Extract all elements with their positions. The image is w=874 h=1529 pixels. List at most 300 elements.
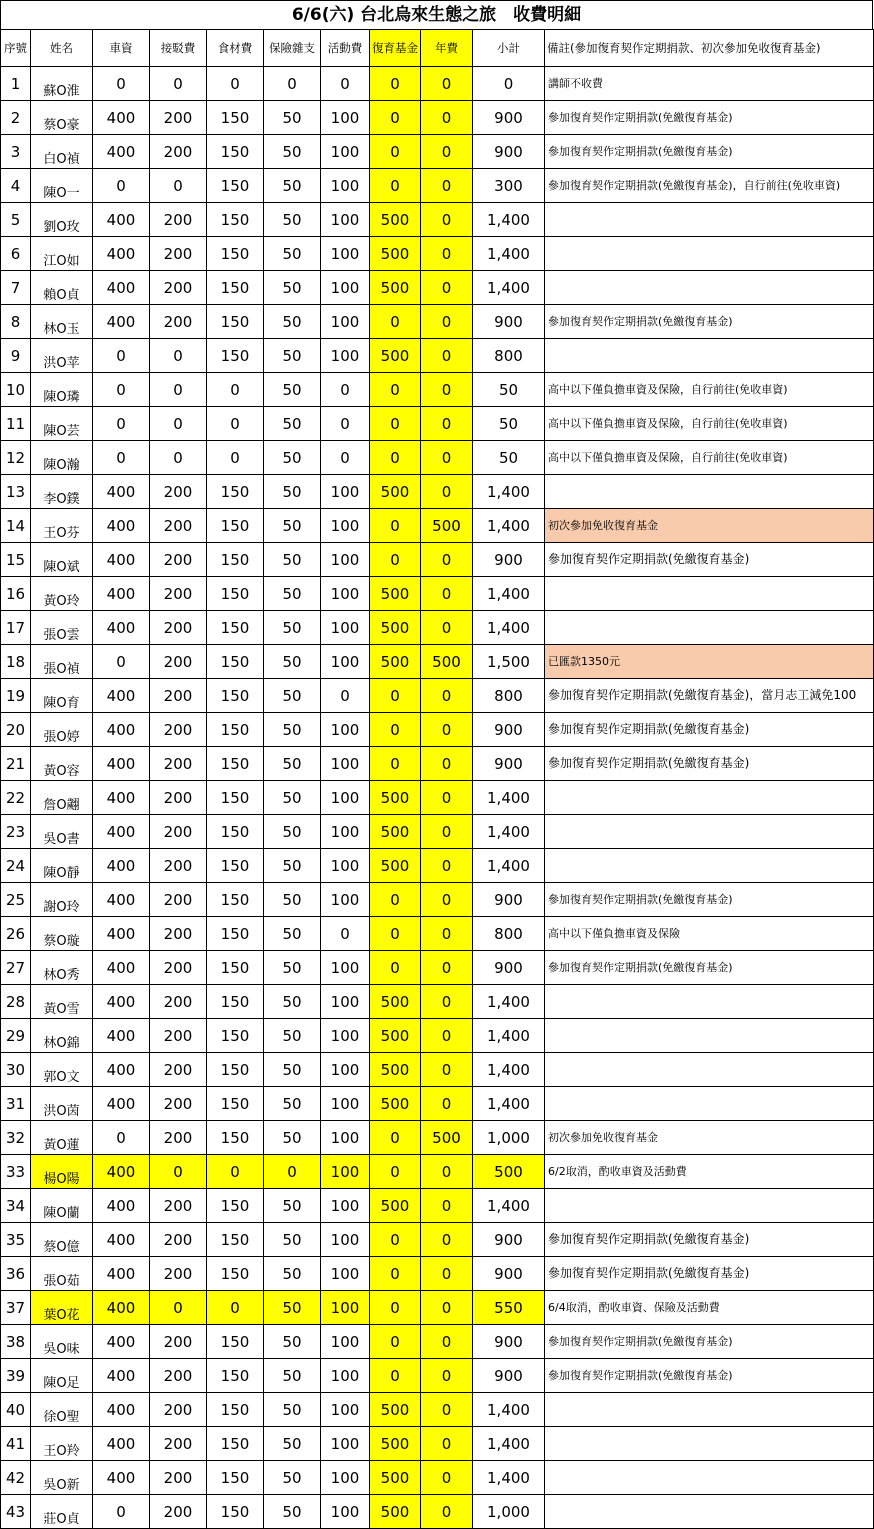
car-fee-cell: 400 bbox=[93, 305, 150, 339]
annual-fee-cell: 0 bbox=[421, 305, 473, 339]
insurance-fee-cell: 50 bbox=[264, 849, 321, 883]
shuttle-fee-cell: 200 bbox=[150, 1427, 207, 1461]
shuttle-fee-cell: 200 bbox=[150, 271, 207, 305]
activity-fee-cell: 100 bbox=[321, 237, 370, 271]
food-fee-cell: 0 bbox=[207, 373, 264, 407]
activity-fee-cell: 100 bbox=[321, 169, 370, 203]
name-cell: 郭O文 bbox=[31, 1053, 93, 1087]
activity-fee-cell: 100 bbox=[321, 101, 370, 135]
table-row bbox=[1, 1461, 874, 1495]
activity-fee-cell: 0 bbox=[321, 373, 370, 407]
fund-cell: 0 bbox=[370, 509, 421, 543]
insurance-fee-cell: 50 bbox=[264, 543, 321, 577]
activity-fee-cell: 100 bbox=[321, 985, 370, 1019]
car-fee-cell: 0 bbox=[93, 645, 150, 679]
table-row bbox=[1, 305, 874, 339]
insurance-fee-cell: 50 bbox=[264, 1291, 321, 1325]
subtotal-cell: 800 bbox=[473, 339, 545, 373]
subtotal-cell: 1,500 bbox=[473, 645, 545, 679]
food-fee-cell: 150 bbox=[207, 645, 264, 679]
seq-cell: 12 bbox=[1, 441, 31, 475]
car-fee-cell: 400 bbox=[93, 237, 150, 271]
subtotal-cell: 900 bbox=[473, 1325, 545, 1359]
name-cell: 江O如 bbox=[31, 237, 93, 271]
seq-cell: 37 bbox=[1, 1291, 31, 1325]
activity-fee-cell: 100 bbox=[321, 1019, 370, 1053]
subtotal-cell: 1,400 bbox=[473, 1461, 545, 1495]
fund-cell: 500 bbox=[370, 849, 421, 883]
shuttle-fee-cell: 200 bbox=[150, 509, 207, 543]
annual-fee-cell: 0 bbox=[421, 1155, 473, 1189]
name-cell: 陳O一 bbox=[31, 169, 93, 203]
annual-fee-cell: 0 bbox=[421, 951, 473, 985]
insurance-fee-cell: 50 bbox=[264, 883, 321, 917]
car-fee-cell: 400 bbox=[93, 475, 150, 509]
annual-fee-cell: 0 bbox=[421, 237, 473, 271]
name-cell: 林O玉 bbox=[31, 305, 93, 339]
name-cell: 白O禎 bbox=[31, 135, 93, 169]
annual-fee-cell: 0 bbox=[421, 815, 473, 849]
header-car: 車資 bbox=[93, 30, 150, 67]
fund-cell: 0 bbox=[370, 1359, 421, 1393]
shuttle-fee-cell: 0 bbox=[150, 339, 207, 373]
food-fee-cell: 150 bbox=[207, 611, 264, 645]
insurance-fee-cell: 50 bbox=[264, 1223, 321, 1257]
subtotal-cell: 1,400 bbox=[473, 271, 545, 305]
header-row bbox=[1, 30, 874, 67]
shuttle-fee-cell: 200 bbox=[150, 951, 207, 985]
car-fee-cell: 400 bbox=[93, 917, 150, 951]
insurance-fee-cell: 50 bbox=[264, 1495, 321, 1529]
insurance-fee-cell: 50 bbox=[264, 713, 321, 747]
activity-fee-cell: 0 bbox=[321, 441, 370, 475]
fund-cell: 500 bbox=[370, 1189, 421, 1223]
note-cell bbox=[545, 849, 874, 883]
food-fee-cell: 150 bbox=[207, 679, 264, 713]
table-row bbox=[1, 509, 874, 543]
subtotal-cell: 300 bbox=[473, 169, 545, 203]
activity-fee-cell: 100 bbox=[321, 1495, 370, 1529]
seq-cell: 33 bbox=[1, 1155, 31, 1189]
insurance-fee-cell: 50 bbox=[264, 1087, 321, 1121]
note-cell bbox=[545, 203, 874, 237]
seq-cell: 40 bbox=[1, 1393, 31, 1427]
name-cell: 陳O蘭 bbox=[31, 1189, 93, 1223]
insurance-fee-cell: 0 bbox=[264, 67, 321, 101]
note-cell: 參加復育契作定期捐款(免繳復育基金) bbox=[545, 747, 874, 781]
annual-fee-cell: 0 bbox=[421, 577, 473, 611]
table-row bbox=[1, 951, 874, 985]
seq-cell: 43 bbox=[1, 1495, 31, 1529]
insurance-fee-cell: 50 bbox=[264, 1257, 321, 1291]
car-fee-cell: 400 bbox=[93, 985, 150, 1019]
car-fee-cell: 400 bbox=[93, 135, 150, 169]
food-fee-cell: 150 bbox=[207, 849, 264, 883]
fund-cell: 0 bbox=[370, 1291, 421, 1325]
fund-cell: 0 bbox=[370, 747, 421, 781]
name-cell: 陳O璘 bbox=[31, 373, 93, 407]
note-cell: 高中以下僅負擔車資及保險，自行前往(免收車資) bbox=[545, 373, 874, 407]
subtotal-cell: 1,400 bbox=[473, 1393, 545, 1427]
note-cell: 參加復育契作定期捐款(免繳復育基金) bbox=[545, 543, 874, 577]
annual-fee-cell: 0 bbox=[421, 1427, 473, 1461]
note-cell: 高中以下僅負擔車資及保險 bbox=[545, 917, 874, 951]
activity-fee-cell: 100 bbox=[321, 1053, 370, 1087]
note-cell: 參加復育契作定期捐款(免繳復育基金) bbox=[545, 101, 874, 135]
annual-fee-cell: 0 bbox=[421, 1223, 473, 1257]
note-cell bbox=[545, 1087, 874, 1121]
shuttle-fee-cell: 200 bbox=[150, 305, 207, 339]
name-cell: 吳O味 bbox=[31, 1325, 93, 1359]
annual-fee-cell: 500 bbox=[421, 1121, 473, 1155]
car-fee-cell: 400 bbox=[93, 1461, 150, 1495]
food-fee-cell: 150 bbox=[207, 781, 264, 815]
food-fee-cell: 150 bbox=[207, 815, 264, 849]
shuttle-fee-cell: 200 bbox=[150, 713, 207, 747]
note-cell: 初次參加免收復育基金 bbox=[545, 509, 874, 543]
annual-fee-cell: 0 bbox=[421, 1019, 473, 1053]
annual-fee-cell: 0 bbox=[421, 203, 473, 237]
car-fee-cell: 0 bbox=[93, 1495, 150, 1529]
car-fee-cell: 400 bbox=[93, 815, 150, 849]
car-fee-cell: 400 bbox=[93, 1053, 150, 1087]
car-fee-cell: 0 bbox=[93, 1121, 150, 1155]
subtotal-cell: 900 bbox=[473, 1257, 545, 1291]
name-cell: 黃O蓮 bbox=[31, 1121, 93, 1155]
subtotal-cell: 1,400 bbox=[473, 475, 545, 509]
table-row bbox=[1, 1257, 874, 1291]
shuttle-fee-cell: 200 bbox=[150, 1461, 207, 1495]
car-fee-cell: 0 bbox=[93, 407, 150, 441]
seq-cell: 39 bbox=[1, 1359, 31, 1393]
subtotal-cell: 900 bbox=[473, 305, 545, 339]
shuttle-fee-cell: 0 bbox=[150, 67, 207, 101]
insurance-fee-cell: 50 bbox=[264, 339, 321, 373]
annual-fee-cell: 0 bbox=[421, 1495, 473, 1529]
note-cell bbox=[545, 611, 874, 645]
food-fee-cell: 150 bbox=[207, 475, 264, 509]
activity-fee-cell: 100 bbox=[321, 883, 370, 917]
table-row bbox=[1, 985, 874, 1019]
food-fee-cell: 150 bbox=[207, 135, 264, 169]
food-fee-cell: 0 bbox=[207, 1291, 264, 1325]
shuttle-fee-cell: 200 bbox=[150, 1393, 207, 1427]
food-fee-cell: 150 bbox=[207, 237, 264, 271]
insurance-fee-cell: 50 bbox=[264, 815, 321, 849]
food-fee-cell: 150 bbox=[207, 951, 264, 985]
name-cell: 張O婷 bbox=[31, 713, 93, 747]
note-cell: 參加復育契作定期捐款(免繳復育基金) bbox=[545, 1223, 874, 1257]
shuttle-fee-cell: 200 bbox=[150, 203, 207, 237]
insurance-fee-cell: 50 bbox=[264, 169, 321, 203]
food-fee-cell: 150 bbox=[207, 1257, 264, 1291]
annual-fee-cell: 0 bbox=[421, 407, 473, 441]
car-fee-cell: 400 bbox=[93, 1291, 150, 1325]
table-row bbox=[1, 849, 874, 883]
car-fee-cell: 400 bbox=[93, 883, 150, 917]
subtotal-cell: 900 bbox=[473, 747, 545, 781]
subtotal-cell: 900 bbox=[473, 135, 545, 169]
fund-cell: 0 bbox=[370, 917, 421, 951]
fund-cell: 500 bbox=[370, 1461, 421, 1495]
table-row bbox=[1, 203, 874, 237]
car-fee-cell: 400 bbox=[93, 509, 150, 543]
subtotal-cell: 1,400 bbox=[473, 1087, 545, 1121]
fund-cell: 0 bbox=[370, 305, 421, 339]
fee-table bbox=[0, 29, 874, 1529]
table-row bbox=[1, 1189, 874, 1223]
note-cell: 參加復育契作定期捐款(免繳復育基金)，自行前往(免收車資) bbox=[545, 169, 874, 203]
shuttle-fee-cell: 0 bbox=[150, 1155, 207, 1189]
fund-cell: 500 bbox=[370, 1393, 421, 1427]
annual-fee-cell: 0 bbox=[421, 1087, 473, 1121]
table-row bbox=[1, 713, 874, 747]
car-fee-cell: 400 bbox=[93, 781, 150, 815]
name-cell: 詹O翽 bbox=[31, 781, 93, 815]
shuttle-fee-cell: 200 bbox=[150, 747, 207, 781]
food-fee-cell: 150 bbox=[207, 1393, 264, 1427]
header-name: 姓名 bbox=[31, 30, 93, 67]
note-cell bbox=[545, 985, 874, 1019]
subtotal-cell: 800 bbox=[473, 679, 545, 713]
table-row bbox=[1, 373, 874, 407]
note-cell: 講師不收費 bbox=[545, 67, 874, 101]
subtotal-cell: 1,400 bbox=[473, 611, 545, 645]
annual-fee-cell: 0 bbox=[421, 747, 473, 781]
note-cell: 參加復育契作定期捐款(免繳復育基金) bbox=[545, 1359, 874, 1393]
activity-fee-cell: 0 bbox=[321, 679, 370, 713]
car-fee-cell: 400 bbox=[93, 679, 150, 713]
note-cell bbox=[545, 1461, 874, 1495]
seq-cell: 18 bbox=[1, 645, 31, 679]
fund-cell: 500 bbox=[370, 271, 421, 305]
table-row bbox=[1, 815, 874, 849]
shuttle-fee-cell: 0 bbox=[150, 169, 207, 203]
name-cell: 賴O貞 bbox=[31, 271, 93, 305]
car-fee-cell: 400 bbox=[93, 1393, 150, 1427]
car-fee-cell: 400 bbox=[93, 203, 150, 237]
subtotal-cell: 0 bbox=[473, 67, 545, 101]
seq-cell: 36 bbox=[1, 1257, 31, 1291]
subtotal-cell: 1,400 bbox=[473, 1053, 545, 1087]
sheet-title: 6/6(六) 台北烏來生態之旅 收費明細 bbox=[0, 0, 873, 29]
annual-fee-cell: 0 bbox=[421, 1291, 473, 1325]
subtotal-cell: 1,400 bbox=[473, 781, 545, 815]
car-fee-cell: 0 bbox=[93, 373, 150, 407]
shuttle-fee-cell: 200 bbox=[150, 679, 207, 713]
subtotal-cell: 1,400 bbox=[473, 203, 545, 237]
car-fee-cell: 400 bbox=[93, 101, 150, 135]
seq-cell: 1 bbox=[1, 67, 31, 101]
name-cell: 陳O瀚 bbox=[31, 441, 93, 475]
note-cell bbox=[545, 781, 874, 815]
seq-cell: 10 bbox=[1, 373, 31, 407]
insurance-fee-cell: 50 bbox=[264, 271, 321, 305]
insurance-fee-cell: 50 bbox=[264, 407, 321, 441]
insurance-fee-cell: 50 bbox=[264, 441, 321, 475]
subtotal-cell: 900 bbox=[473, 951, 545, 985]
subtotal-cell: 900 bbox=[473, 883, 545, 917]
seq-cell: 35 bbox=[1, 1223, 31, 1257]
shuttle-fee-cell: 200 bbox=[150, 1257, 207, 1291]
food-fee-cell: 150 bbox=[207, 1325, 264, 1359]
car-fee-cell: 400 bbox=[93, 611, 150, 645]
subtotal-cell: 900 bbox=[473, 543, 545, 577]
seq-cell: 28 bbox=[1, 985, 31, 1019]
header-insurance: 保險雜支 bbox=[264, 30, 321, 67]
food-fee-cell: 150 bbox=[207, 577, 264, 611]
food-fee-cell: 150 bbox=[207, 985, 264, 1019]
annual-fee-cell: 0 bbox=[421, 1393, 473, 1427]
food-fee-cell: 150 bbox=[207, 305, 264, 339]
seq-cell: 26 bbox=[1, 917, 31, 951]
activity-fee-cell: 100 bbox=[321, 781, 370, 815]
table-row bbox=[1, 67, 874, 101]
food-fee-cell: 150 bbox=[207, 203, 264, 237]
header-subtotal: 小計 bbox=[473, 30, 545, 67]
annual-fee-cell: 0 bbox=[421, 1257, 473, 1291]
name-cell: 林O錦 bbox=[31, 1019, 93, 1053]
seq-cell: 41 bbox=[1, 1427, 31, 1461]
name-cell: 謝O玲 bbox=[31, 883, 93, 917]
fund-cell: 0 bbox=[370, 101, 421, 135]
name-cell: 蔡O璇 bbox=[31, 917, 93, 951]
activity-fee-cell: 100 bbox=[321, 509, 370, 543]
food-fee-cell: 0 bbox=[207, 67, 264, 101]
table-row bbox=[1, 271, 874, 305]
car-fee-cell: 400 bbox=[93, 1359, 150, 1393]
note-cell: 參加復育契作定期捐款(免繳復育基金) bbox=[545, 713, 874, 747]
subtotal-cell: 900 bbox=[473, 1359, 545, 1393]
seq-cell: 23 bbox=[1, 815, 31, 849]
fund-cell: 0 bbox=[370, 951, 421, 985]
car-fee-cell: 0 bbox=[93, 169, 150, 203]
food-fee-cell: 150 bbox=[207, 543, 264, 577]
fund-cell: 0 bbox=[370, 679, 421, 713]
table-row bbox=[1, 543, 874, 577]
activity-fee-cell: 100 bbox=[321, 271, 370, 305]
shuttle-fee-cell: 0 bbox=[150, 407, 207, 441]
seq-cell: 34 bbox=[1, 1189, 31, 1223]
annual-fee-cell: 0 bbox=[421, 1461, 473, 1495]
table-row bbox=[1, 407, 874, 441]
subtotal-cell: 900 bbox=[473, 713, 545, 747]
note-cell bbox=[545, 1393, 874, 1427]
table-row bbox=[1, 1223, 874, 1257]
insurance-fee-cell: 0 bbox=[264, 1155, 321, 1189]
seq-cell: 9 bbox=[1, 339, 31, 373]
name-cell: 莊O貞 bbox=[31, 1495, 93, 1529]
table-row bbox=[1, 1495, 874, 1529]
activity-fee-cell: 100 bbox=[321, 543, 370, 577]
annual-fee-cell: 0 bbox=[421, 441, 473, 475]
food-fee-cell: 150 bbox=[207, 271, 264, 305]
shuttle-fee-cell: 0 bbox=[150, 373, 207, 407]
activity-fee-cell: 100 bbox=[321, 1325, 370, 1359]
subtotal-cell: 1,400 bbox=[473, 1189, 545, 1223]
shuttle-fee-cell: 200 bbox=[150, 781, 207, 815]
name-cell: 林O秀 bbox=[31, 951, 93, 985]
table-row bbox=[1, 1427, 874, 1461]
shuttle-fee-cell: 200 bbox=[150, 1053, 207, 1087]
note-cell: 參加復育契作定期捐款(免繳復育基金) bbox=[545, 1325, 874, 1359]
insurance-fee-cell: 50 bbox=[264, 1189, 321, 1223]
insurance-fee-cell: 50 bbox=[264, 135, 321, 169]
activity-fee-cell: 100 bbox=[321, 1257, 370, 1291]
name-cell: 王O羚 bbox=[31, 1427, 93, 1461]
car-fee-cell: 400 bbox=[93, 951, 150, 985]
fund-cell: 500 bbox=[370, 203, 421, 237]
note-cell: 初次參加免收復育基金 bbox=[545, 1121, 874, 1155]
note-cell bbox=[545, 271, 874, 305]
fund-cell: 0 bbox=[370, 883, 421, 917]
seq-cell: 19 bbox=[1, 679, 31, 713]
seq-cell: 6 bbox=[1, 237, 31, 271]
header-fund: 復育基金 bbox=[370, 30, 421, 67]
seq-cell: 3 bbox=[1, 135, 31, 169]
name-cell: 張O雲 bbox=[31, 611, 93, 645]
name-cell: 陳O足 bbox=[31, 1359, 93, 1393]
fund-cell: 0 bbox=[370, 1223, 421, 1257]
food-fee-cell: 150 bbox=[207, 1495, 264, 1529]
shuttle-fee-cell: 200 bbox=[150, 1495, 207, 1529]
fund-cell: 500 bbox=[370, 339, 421, 373]
seq-cell: 25 bbox=[1, 883, 31, 917]
food-fee-cell: 150 bbox=[207, 1087, 264, 1121]
insurance-fee-cell: 50 bbox=[264, 747, 321, 781]
shuttle-fee-cell: 200 bbox=[150, 611, 207, 645]
note-cell bbox=[545, 815, 874, 849]
insurance-fee-cell: 50 bbox=[264, 305, 321, 339]
annual-fee-cell: 0 bbox=[421, 883, 473, 917]
name-cell: 陳O斌 bbox=[31, 543, 93, 577]
seq-cell: 17 bbox=[1, 611, 31, 645]
fund-cell: 500 bbox=[370, 1087, 421, 1121]
name-cell: 洪O苹 bbox=[31, 339, 93, 373]
car-fee-cell: 400 bbox=[93, 747, 150, 781]
name-cell: 徐O聖 bbox=[31, 1393, 93, 1427]
fund-cell: 0 bbox=[370, 441, 421, 475]
note-cell bbox=[545, 1495, 874, 1529]
header-seq: 序號 bbox=[1, 30, 31, 67]
note-cell: 已匯款1350元 bbox=[545, 645, 874, 679]
insurance-fee-cell: 50 bbox=[264, 679, 321, 713]
annual-fee-cell: 0 bbox=[421, 271, 473, 305]
fund-cell: 0 bbox=[370, 1325, 421, 1359]
header-note: 備註(參加復育契作定期捐款、初次參加免收復育基金) bbox=[545, 30, 874, 67]
note-cell bbox=[545, 1019, 874, 1053]
note-cell bbox=[545, 475, 874, 509]
shuttle-fee-cell: 200 bbox=[150, 985, 207, 1019]
table-row bbox=[1, 339, 874, 373]
fund-cell: 500 bbox=[370, 1495, 421, 1529]
seq-cell: 22 bbox=[1, 781, 31, 815]
insurance-fee-cell: 50 bbox=[264, 509, 321, 543]
name-cell: 黃O玲 bbox=[31, 577, 93, 611]
annual-fee-cell: 0 bbox=[421, 849, 473, 883]
name-cell: 楊O陽 bbox=[31, 1155, 93, 1189]
fund-cell: 0 bbox=[370, 67, 421, 101]
annual-fee-cell: 0 bbox=[421, 1359, 473, 1393]
insurance-fee-cell: 50 bbox=[264, 1053, 321, 1087]
annual-fee-cell: 0 bbox=[421, 985, 473, 1019]
seq-cell: 31 bbox=[1, 1087, 31, 1121]
annual-fee-cell: 0 bbox=[421, 135, 473, 169]
table-body bbox=[1, 67, 874, 1529]
activity-fee-cell: 100 bbox=[321, 135, 370, 169]
header-food: 食材費 bbox=[207, 30, 264, 67]
shuttle-fee-cell: 200 bbox=[150, 1325, 207, 1359]
